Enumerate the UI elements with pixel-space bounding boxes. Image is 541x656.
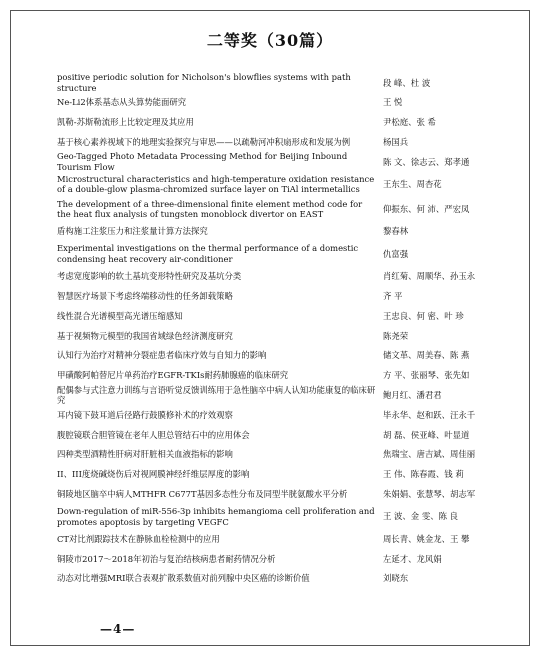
paper-title: 动态对比增强MRI联合表观扩散系数值对前列腺中央区癌的诊断价值 [57, 573, 310, 584]
list-item [57, 197, 507, 222]
paper-title: 铜陵地区脑卒中病人MTHFR C677T基因多态性分布及同型半胱氨酸水平分析 [57, 489, 348, 500]
paper-title: CT对比剂跟踪技术在静脉血栓检测中的应用 [57, 533, 220, 544]
award-list [57, 73, 507, 589]
paper-title: 铜陵市2017～2018年初治与复治结核病患者耐药情况分析 [57, 553, 276, 564]
paper-authors: 黎春林 [383, 226, 409, 237]
paper-authors: 储文革、周美春、陈 燕 [383, 350, 470, 361]
paper-title: 基于核心素养视域下的地理实验探究与审思——以疏勒河冲积扇形成和发展为例 [57, 136, 351, 147]
paper-authors: 王东生、周杏花 [383, 179, 442, 190]
paper-authors: 焦瑞宝、唐吉斌、周佳丽 [383, 449, 476, 460]
paper-authors: 肖红菊、周顺华、孙玉永 [383, 271, 476, 282]
list-item [57, 504, 507, 529]
paper-title: Geo-Tagged Photo Metadata Processing Method for Beijing Inbound Tourism Flow [57, 151, 348, 173]
paper-authors: 仇富强 [383, 248, 409, 259]
paper-title: positive periodic solution for Nicholson's blowflies systems with path structure [57, 72, 351, 93]
paper-authors: 周长青、姚金龙、王 攀 [383, 533, 470, 544]
paper-authors: 方 平、张丽琴、张先如 [383, 370, 470, 381]
paper-authors: 左延才、龙风娟 [383, 553, 442, 564]
list-item [57, 386, 507, 406]
paper-title: II、III度烧碱烧伤后对视网膜神经纤维层厚度的影响 [57, 469, 250, 480]
paper-title: 线性混合光谱模型高光谱压缩感知 [57, 310, 183, 321]
list-item [57, 132, 507, 152]
paper-title: 配偶参与式注意力训练与言语听觉反馈训练用于急性脑卒中病人认知功能康复的临床研究 [57, 384, 376, 406]
paper-authors: 齐 平 [383, 291, 403, 302]
paper-authors: 鲍月红、潘君君 [383, 390, 442, 401]
document-page [10, 10, 530, 646]
paper-authors: 王忠良、何 密、叶 珍 [383, 310, 464, 321]
paper-authors: 朱娟娟、张慧琴、胡志军 [383, 489, 476, 500]
paper-authors: 王 波、金 雯、陈 良 [383, 511, 458, 522]
paper-title: Down-regulation of miR-556-3p inhibits hemangioma cell proliferation and promotes apoptosis by targeting VEGFC [57, 506, 375, 527]
list-item [57, 366, 507, 386]
list-item [57, 73, 507, 93]
paper-title: 四种类型酒精性肝病对肝脏相关血液指标的影响 [57, 449, 233, 460]
list-item [57, 222, 507, 242]
paper-title: 盾构施工注浆压力和注浆量计算方法探究 [57, 226, 208, 237]
list-item [57, 529, 507, 549]
page-title: 二等奖（30篇） [206, 31, 334, 50]
paper-title: 考虑宽度影响的软土基坑变形特性研究及基坑分类 [57, 271, 242, 282]
list-item [57, 425, 507, 445]
paper-authors: 仰振东、何 沛、严宏凤 [383, 204, 470, 215]
page-number: —4— [100, 622, 136, 636]
paper-authors: 王 悦 [383, 97, 403, 108]
paper-title: 腹腔镜联合胆管镜在老年人胆总管结石中的应用体会 [57, 429, 250, 440]
list-item [57, 549, 507, 569]
list-item [57, 569, 507, 589]
paper-authors: 毕永华、赵和跃、汪永千 [383, 409, 476, 420]
paper-authors: 杨国兵 [383, 136, 409, 147]
list-item [57, 346, 507, 366]
list-item [57, 405, 507, 425]
list-item [57, 152, 507, 172]
paper-title: 基于视频物元模型的我国省域绿色经济测度研究 [57, 330, 233, 341]
paper-authors: 尹松庭、张 希 [383, 117, 436, 128]
paper-authors: 胡 磊、侯亚峰、叶显道 [383, 429, 470, 440]
list-item [57, 113, 507, 133]
list-item [57, 326, 507, 346]
paper-title: Microstructural characteristics and high-temperature oxidation resistance of a double-glow plasma-chromized surface layer on TiAl intermetallics [57, 173, 375, 195]
paper-title: 认知行为治疗对精神分裂症患者临床疗效与自知力的影响 [57, 350, 267, 361]
paper-title: Experimental investigations on the thermal performance of a domestic condensing heat recovery air-conditioner [57, 243, 359, 265]
list-item [57, 306, 507, 326]
list-item [57, 267, 507, 287]
list-item [57, 485, 507, 505]
list-item [57, 465, 507, 485]
paper-title: 甲磺酸阿帕替尼片单药治疗EGFR-TKIs耐药肺腺癌的临床研究 [57, 370, 289, 381]
paper-authors: 王 伟、陈春霞、钱 莉 [383, 469, 464, 480]
paper-authors: 段 峰、杜 波 [383, 77, 431, 88]
list-item [57, 172, 507, 197]
paper-title: 耳内镜下鼓耳道后径路行鼓膜修补术的疗效观察 [57, 409, 233, 420]
list-item [57, 445, 507, 465]
paper-title: 凯勒-苏斯勒流形上比较定理及其应用 [57, 117, 194, 128]
paper-title: 智慧医疗场景下考虑终端移动性的任务卸载策略 [57, 291, 233, 302]
paper-authors: 陈尧荣 [383, 330, 409, 341]
paper-authors: 刘晓东 [383, 573, 409, 584]
paper-authors: 陈 文、徐志云、郑孝通 [383, 156, 470, 167]
list-item [57, 242, 507, 267]
paper-title: Ne-Li2体系基态从头算势能面研究 [57, 97, 187, 108]
list-item [57, 93, 507, 113]
paper-title: The development of a three-dimensional finite element method code for the heat flux analysis of tungsten monoblock divertor on EAST [57, 198, 363, 220]
list-item [57, 287, 507, 307]
